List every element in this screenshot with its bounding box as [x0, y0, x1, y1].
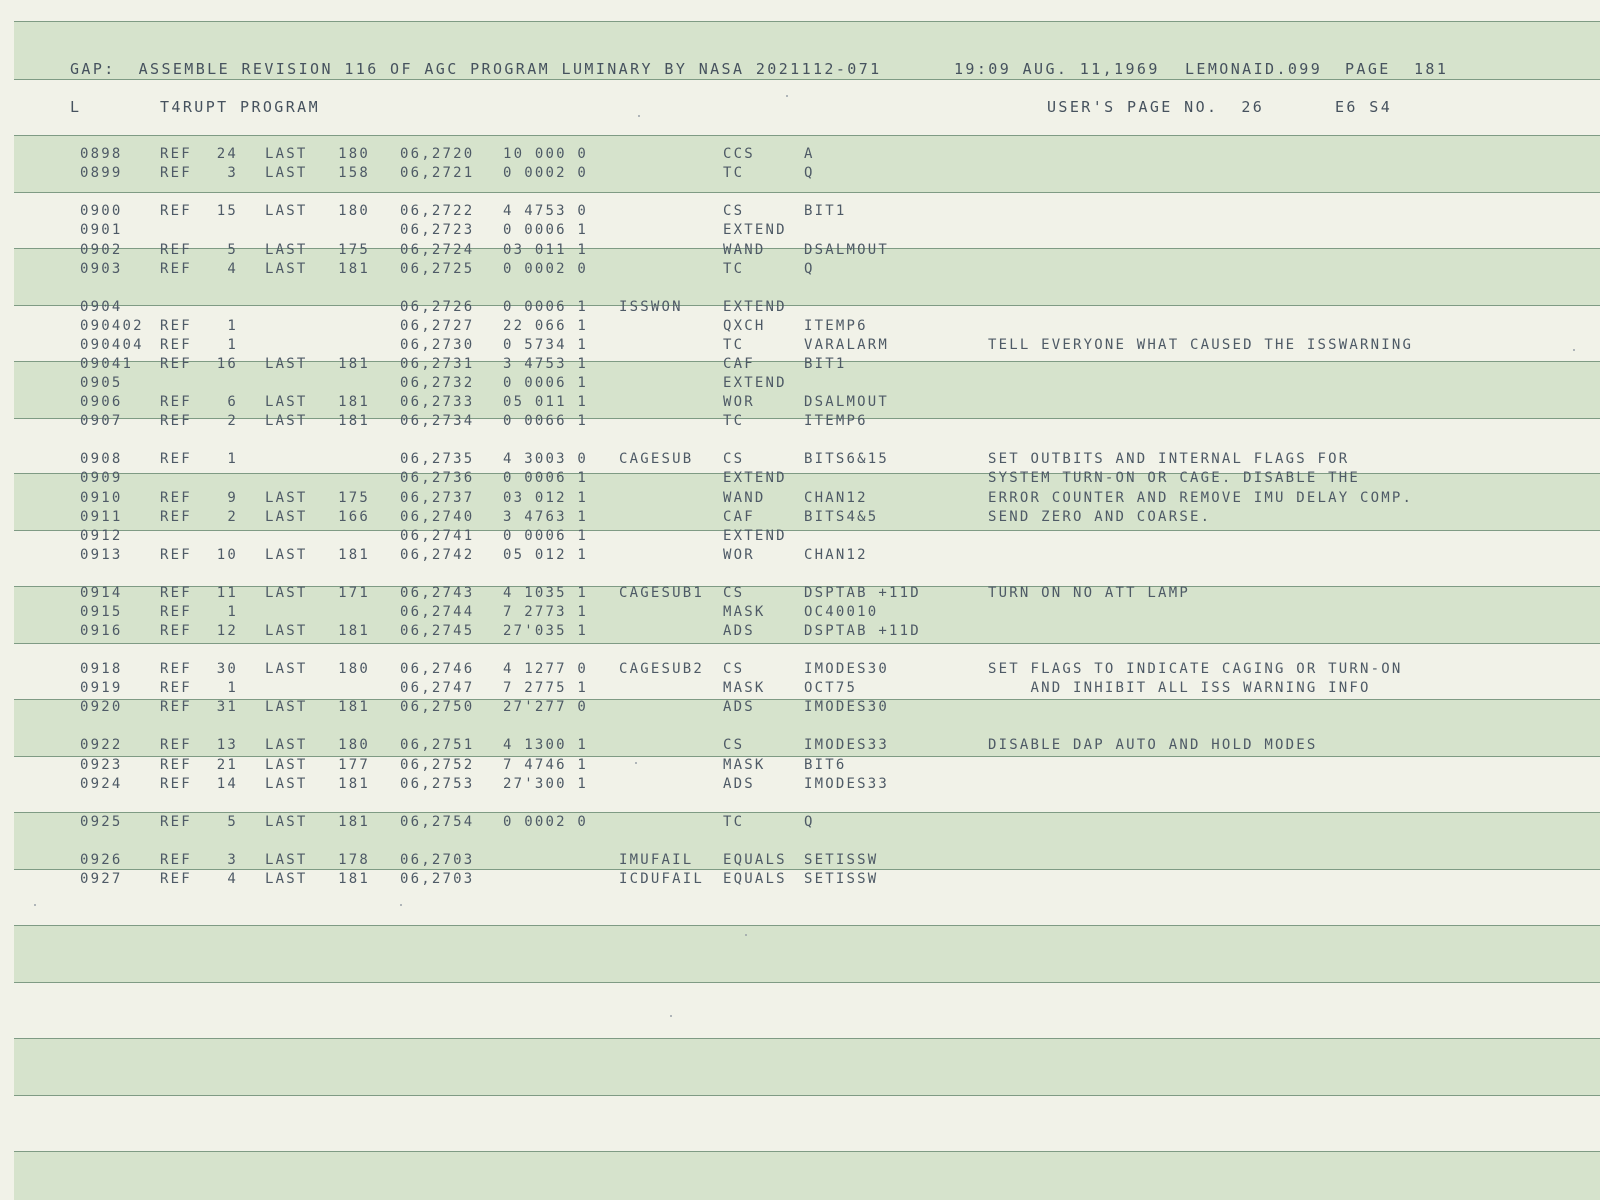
- ref-count: 1: [227, 604, 238, 620]
- operand: Q: [804, 165, 815, 181]
- line-number: 0924: [80, 776, 123, 792]
- operand: OCT75: [804, 680, 858, 696]
- ref-marker: REF: [160, 776, 192, 792]
- last-marker: LAST: [265, 413, 308, 429]
- ref-count: 11: [216, 585, 238, 601]
- memory-address: 06,2747: [400, 680, 475, 696]
- opcode: WAND: [723, 242, 766, 258]
- line-number: 0901: [80, 222, 123, 238]
- operand: IMODES33: [804, 737, 890, 753]
- octal-word: 0 0066 1: [503, 413, 589, 429]
- opcode: TC: [723, 413, 745, 429]
- ref-marker: REF: [160, 623, 192, 639]
- ref-count: 1: [227, 680, 238, 696]
- last-page: 181: [338, 547, 370, 563]
- ref-marker: REF: [160, 871, 192, 887]
- memory-address: 06,2723: [400, 222, 475, 238]
- last-marker: LAST: [265, 737, 308, 753]
- octal-word: 3 4763 1: [503, 509, 589, 525]
- memory-address: 06,2750: [400, 699, 475, 715]
- memory-address: 06,2721: [400, 165, 475, 181]
- octal-word: 27'300 1: [503, 776, 589, 792]
- ref-count: 15: [216, 203, 238, 219]
- paper-speck: [34, 904, 36, 906]
- opcode: MASK: [723, 757, 766, 773]
- ref-marker: REF: [160, 146, 192, 162]
- ref-count: 30: [216, 661, 238, 677]
- memory-address: 06,2722: [400, 203, 475, 219]
- ref-count: 31: [216, 699, 238, 715]
- octal-word: 03 012 1: [503, 490, 589, 506]
- operand: VARALARM: [804, 337, 890, 353]
- last-page: 181: [338, 814, 370, 830]
- last-marker: LAST: [265, 661, 308, 677]
- octal-word: 0 0002 0: [503, 165, 589, 181]
- last-marker: LAST: [265, 509, 308, 525]
- paper-speck: [400, 904, 402, 906]
- operand: DSPTAB +11D: [804, 585, 921, 601]
- opcode: QXCH: [723, 318, 766, 334]
- last-page: 181: [338, 699, 370, 715]
- last-page: 180: [338, 146, 370, 162]
- line-number: 0900: [80, 203, 123, 219]
- ref-count: 5: [227, 242, 238, 258]
- operand: IMODES30: [804, 699, 890, 715]
- last-page: 180: [338, 661, 370, 677]
- comment: TURN ON NO ATT LAMP: [988, 585, 1190, 601]
- line-number: 0899: [80, 165, 123, 181]
- line-number: 09041: [80, 356, 134, 372]
- opcode: CCS: [723, 146, 755, 162]
- opcode: CS: [723, 203, 745, 219]
- last-marker: LAST: [265, 203, 308, 219]
- ref-count: 10: [216, 547, 238, 563]
- opcode: ADS: [723, 699, 755, 715]
- opcode: CS: [723, 451, 745, 467]
- green-band: [14, 1038, 1600, 1096]
- ref-marker: REF: [160, 356, 192, 372]
- opcode: EXTEND: [723, 470, 787, 486]
- line-number: 0923: [80, 757, 123, 773]
- paper-speck: [786, 95, 788, 97]
- memory-address: 06,2727: [400, 318, 475, 334]
- memory-address: 06,2742: [400, 547, 475, 563]
- line-number: 0902: [80, 242, 123, 258]
- line-number: 0927: [80, 871, 123, 887]
- last-marker: LAST: [265, 356, 308, 372]
- ref-count: 13: [216, 737, 238, 753]
- operand: A: [804, 146, 815, 162]
- paper-speck: [745, 934, 747, 936]
- octal-word: 05 012 1: [503, 547, 589, 563]
- octal-word: 4 4753 0: [503, 203, 589, 219]
- opcode: TC: [723, 261, 745, 277]
- ref-count: 5: [227, 814, 238, 830]
- paper-speck: [1573, 349, 1575, 351]
- last-marker: LAST: [265, 585, 308, 601]
- octal-word: 0 0006 1: [503, 299, 589, 315]
- last-marker: LAST: [265, 394, 308, 410]
- opcode: EXTEND: [723, 222, 787, 238]
- last-page: 171: [338, 585, 370, 601]
- memory-address: 06,2703: [400, 852, 475, 868]
- opcode: WOR: [723, 547, 755, 563]
- comment: SET OUTBITS AND INTERNAL FLAGS FOR: [988, 451, 1350, 467]
- memory-address: 06,2733: [400, 394, 475, 410]
- line-number: 0898: [80, 146, 123, 162]
- last-page: 166: [338, 509, 370, 525]
- code-label: CAGESUB: [619, 451, 694, 467]
- opcode: WOR: [723, 394, 755, 410]
- opcode: WAND: [723, 490, 766, 506]
- ref-marker: REF: [160, 242, 192, 258]
- line-number: 0915: [80, 604, 123, 620]
- octal-word: 05 011 1: [503, 394, 589, 410]
- line-number: 0925: [80, 814, 123, 830]
- assembly-timestamp: 19:09 AUG. 11,1969: [954, 60, 1160, 78]
- ref-count: 1: [227, 318, 238, 334]
- memory-address: 06,2754: [400, 814, 475, 830]
- section-code: E6 S4: [1335, 98, 1393, 116]
- opcode: TC: [723, 814, 745, 830]
- line-number: 0903: [80, 261, 123, 277]
- memory-address: 06,2740: [400, 509, 475, 525]
- octal-word: 4 1300 1: [503, 737, 589, 753]
- assembly-title: GAP: ASSEMBLE REVISION 116 OF AGC PROGRAM LUMINARY BY NASA 2021112-071: [70, 60, 882, 78]
- memory-address: 06,2731: [400, 356, 475, 372]
- memory-address: 06,2730: [400, 337, 475, 353]
- operand: IMODES33: [804, 776, 890, 792]
- operand: BIT6: [804, 757, 847, 773]
- ref-marker: REF: [160, 451, 192, 467]
- comment: DISABLE DAP AUTO AND HOLD MODES: [988, 737, 1318, 753]
- ref-count: 24: [216, 146, 238, 162]
- ref-marker: REF: [160, 165, 192, 181]
- last-marker: LAST: [265, 242, 308, 258]
- memory-address: 06,2734: [400, 413, 475, 429]
- operand: DSPTAB +11D: [804, 623, 921, 639]
- last-marker: LAST: [265, 261, 308, 277]
- opcode: CAF: [723, 509, 755, 525]
- ref-count: 6: [227, 394, 238, 410]
- page-number: 181: [1414, 60, 1449, 78]
- memory-address: 06,2703: [400, 871, 475, 887]
- memory-address: 06,2745: [400, 623, 475, 639]
- opcode: EXTEND: [723, 375, 787, 391]
- octal-word: 10 000 0: [503, 146, 589, 162]
- opcode: CAF: [723, 356, 755, 372]
- memory-address: 06,2725: [400, 261, 475, 277]
- ref-marker: REF: [160, 547, 192, 563]
- last-marker: LAST: [265, 871, 308, 887]
- opcode: EXTEND: [723, 528, 787, 544]
- ref-count: 3: [227, 165, 238, 181]
- operand: CHAN12: [804, 547, 868, 563]
- memory-address: 06,2746: [400, 661, 475, 677]
- ref-count: 12: [216, 623, 238, 639]
- ref-count: 2: [227, 509, 238, 525]
- comment: SET FLAGS TO INDICATE CAGING OR TURN-ON: [988, 661, 1403, 677]
- ref-count: 1: [227, 337, 238, 353]
- opcode: ADS: [723, 623, 755, 639]
- ref-count: 16: [216, 356, 238, 372]
- operand: BITS4&5: [804, 509, 879, 525]
- octal-word: 22 066 1: [503, 318, 589, 334]
- ref-marker: REF: [160, 737, 192, 753]
- last-page: 175: [338, 242, 370, 258]
- opcode: MASK: [723, 604, 766, 620]
- operand: BIT1: [804, 203, 847, 219]
- code-label: IMUFAIL: [619, 852, 694, 868]
- last-page: 181: [338, 871, 370, 887]
- line-number: 090404: [80, 337, 144, 353]
- octal-word: 7 2775 1: [503, 680, 589, 696]
- operand: BITS6&15: [804, 451, 890, 467]
- octal-word: 3 4753 1: [503, 356, 589, 372]
- section-title: T4RUPT PROGRAM: [160, 98, 321, 116]
- paper-speck: [638, 115, 640, 117]
- octal-word: 0 0002 0: [503, 261, 589, 277]
- last-marker: LAST: [265, 776, 308, 792]
- octal-word: 0 0006 1: [503, 222, 589, 238]
- ref-count: 9: [227, 490, 238, 506]
- last-page: 177: [338, 757, 370, 773]
- last-page: 175: [338, 490, 370, 506]
- operand: DSALMOUT: [804, 394, 890, 410]
- octal-word: 0 5734 1: [503, 337, 589, 353]
- memory-address: 06,2732: [400, 375, 475, 391]
- memory-address: 06,2737: [400, 490, 475, 506]
- page-label: PAGE: [1345, 60, 1391, 78]
- opcode: CS: [723, 585, 745, 601]
- comment: TELL EVERYONE WHAT CAUSED THE ISSWARNING: [988, 337, 1414, 353]
- last-page: 178: [338, 852, 370, 868]
- opcode: TC: [723, 337, 745, 353]
- line-number: 0909: [80, 470, 123, 486]
- octal-word: 7 4746 1: [503, 757, 589, 773]
- ref-marker: REF: [160, 852, 192, 868]
- octal-word: 0 0006 1: [503, 375, 589, 391]
- last-marker: LAST: [265, 814, 308, 830]
- users-page-number: USER'S PAGE NO. 26: [1047, 98, 1265, 116]
- last-marker: LAST: [265, 165, 308, 181]
- memory-address: 06,2753: [400, 776, 475, 792]
- opcode: ADS: [723, 776, 755, 792]
- line-number: 0920: [80, 699, 123, 715]
- line-number: 0913: [80, 547, 123, 563]
- line-number: 0908: [80, 451, 123, 467]
- operand: ITEMP6: [804, 318, 868, 334]
- ref-count: 4: [227, 261, 238, 277]
- octal-word: 27'035 1: [503, 623, 589, 639]
- ref-marker: REF: [160, 490, 192, 506]
- ref-marker: REF: [160, 337, 192, 353]
- last-marker: LAST: [265, 490, 308, 506]
- last-marker: LAST: [265, 757, 308, 773]
- line-number: 090402: [80, 318, 144, 334]
- operand: BIT1: [804, 356, 847, 372]
- line-number: 0916: [80, 623, 123, 639]
- ref-count: 3: [227, 852, 238, 868]
- memory-address: 06,2743: [400, 585, 475, 601]
- line-number: 0918: [80, 661, 123, 677]
- last-marker: LAST: [265, 146, 308, 162]
- ref-marker: REF: [160, 814, 192, 830]
- memory-address: 06,2751: [400, 737, 475, 753]
- ref-marker: REF: [160, 757, 192, 773]
- ref-count: 21: [216, 757, 238, 773]
- comment: SEND ZERO AND COARSE.: [988, 509, 1212, 525]
- code-label: ISSWON: [619, 299, 683, 315]
- last-marker: LAST: [265, 623, 308, 639]
- last-page: 180: [338, 737, 370, 753]
- memory-address: 06,2736: [400, 470, 475, 486]
- ref-marker: REF: [160, 261, 192, 277]
- code-label: CAGESUB2: [619, 661, 705, 677]
- last-marker: LAST: [265, 699, 308, 715]
- octal-word: 4 1035 1: [503, 585, 589, 601]
- code-label: CAGESUB1: [619, 585, 705, 601]
- listing-name: LEMONAID.099: [1185, 60, 1323, 78]
- paper-speck: [635, 762, 637, 764]
- green-band: [14, 1151, 1600, 1200]
- ref-marker: REF: [160, 318, 192, 334]
- operand: Q: [804, 261, 815, 277]
- last-page: 181: [338, 394, 370, 410]
- memory-address: 06,2735: [400, 451, 475, 467]
- code-label: ICDUFAIL: [619, 871, 705, 887]
- last-page: 181: [338, 413, 370, 429]
- line-number: 0905: [80, 375, 123, 391]
- operand: OC40010: [804, 604, 879, 620]
- line-number: 0919: [80, 680, 123, 696]
- octal-word: 0 0006 1: [503, 470, 589, 486]
- comment: ERROR COUNTER AND REMOVE IMU DELAY COMP.: [988, 490, 1414, 506]
- ref-count: 14: [216, 776, 238, 792]
- memory-address: 06,2724: [400, 242, 475, 258]
- ref-marker: REF: [160, 509, 192, 525]
- line-number: 0922: [80, 737, 123, 753]
- ref-count: 2: [227, 413, 238, 429]
- octal-word: 0 0006 1: [503, 528, 589, 544]
- line-number: 0914: [80, 585, 123, 601]
- line-number: 0907: [80, 413, 123, 429]
- operand: SETISSW: [804, 871, 879, 887]
- ref-marker: REF: [160, 680, 192, 696]
- operand: DSALMOUT: [804, 242, 890, 258]
- ref-marker: REF: [160, 661, 192, 677]
- last-marker: LAST: [265, 547, 308, 563]
- octal-word: 0 0002 0: [503, 814, 589, 830]
- line-number: 0911: [80, 509, 123, 525]
- operand: CHAN12: [804, 490, 868, 506]
- octal-word: 7 2773 1: [503, 604, 589, 620]
- memory-address: 06,2744: [400, 604, 475, 620]
- last-page: 181: [338, 356, 370, 372]
- ref-count: 4: [227, 871, 238, 887]
- last-page: 181: [338, 623, 370, 639]
- last-page: 158: [338, 165, 370, 181]
- octal-word: 03 011 1: [503, 242, 589, 258]
- log-letter: L: [70, 98, 82, 116]
- ref-marker: REF: [160, 203, 192, 219]
- memory-address: 06,2720: [400, 146, 475, 162]
- operand: SETISSW: [804, 852, 879, 868]
- green-band: [14, 135, 1600, 193]
- operand: IMODES30: [804, 661, 890, 677]
- opcode: CS: [723, 737, 745, 753]
- octal-word: 27'277 0: [503, 699, 589, 715]
- octal-word: 4 3003 0: [503, 451, 589, 467]
- opcode: TC: [723, 165, 745, 181]
- comment: AND INHIBIT ALL ISS WARNING INFO: [988, 680, 1371, 696]
- opcode: MASK: [723, 680, 766, 696]
- ref-marker: REF: [160, 394, 192, 410]
- memory-address: 06,2752: [400, 757, 475, 773]
- line-number: 0904: [80, 299, 123, 315]
- octal-word: 4 1277 0: [503, 661, 589, 677]
- opcode: CS: [723, 661, 745, 677]
- opcode: EQUALS: [723, 852, 787, 868]
- opcode: EQUALS: [723, 871, 787, 887]
- paper-speck: [670, 1015, 672, 1017]
- last-marker: LAST: [265, 852, 308, 868]
- line-number: 0906: [80, 394, 123, 410]
- line-number: 0910: [80, 490, 123, 506]
- ref-count: 1: [227, 451, 238, 467]
- green-band: [14, 925, 1600, 983]
- operand: ITEMP6: [804, 413, 868, 429]
- ref-marker: REF: [160, 699, 192, 715]
- ref-marker: REF: [160, 585, 192, 601]
- operand: Q: [804, 814, 815, 830]
- line-number: 0912: [80, 528, 123, 544]
- comment: SYSTEM TURN-ON OR CAGE. DISABLE THE: [988, 470, 1361, 486]
- memory-address: 06,2726: [400, 299, 475, 315]
- line-number: 0926: [80, 852, 123, 868]
- last-page: 181: [338, 261, 370, 277]
- last-page: 181: [338, 776, 370, 792]
- last-page: 180: [338, 203, 370, 219]
- opcode: EXTEND: [723, 299, 787, 315]
- ref-marker: REF: [160, 604, 192, 620]
- memory-address: 06,2741: [400, 528, 475, 544]
- ref-marker: REF: [160, 413, 192, 429]
